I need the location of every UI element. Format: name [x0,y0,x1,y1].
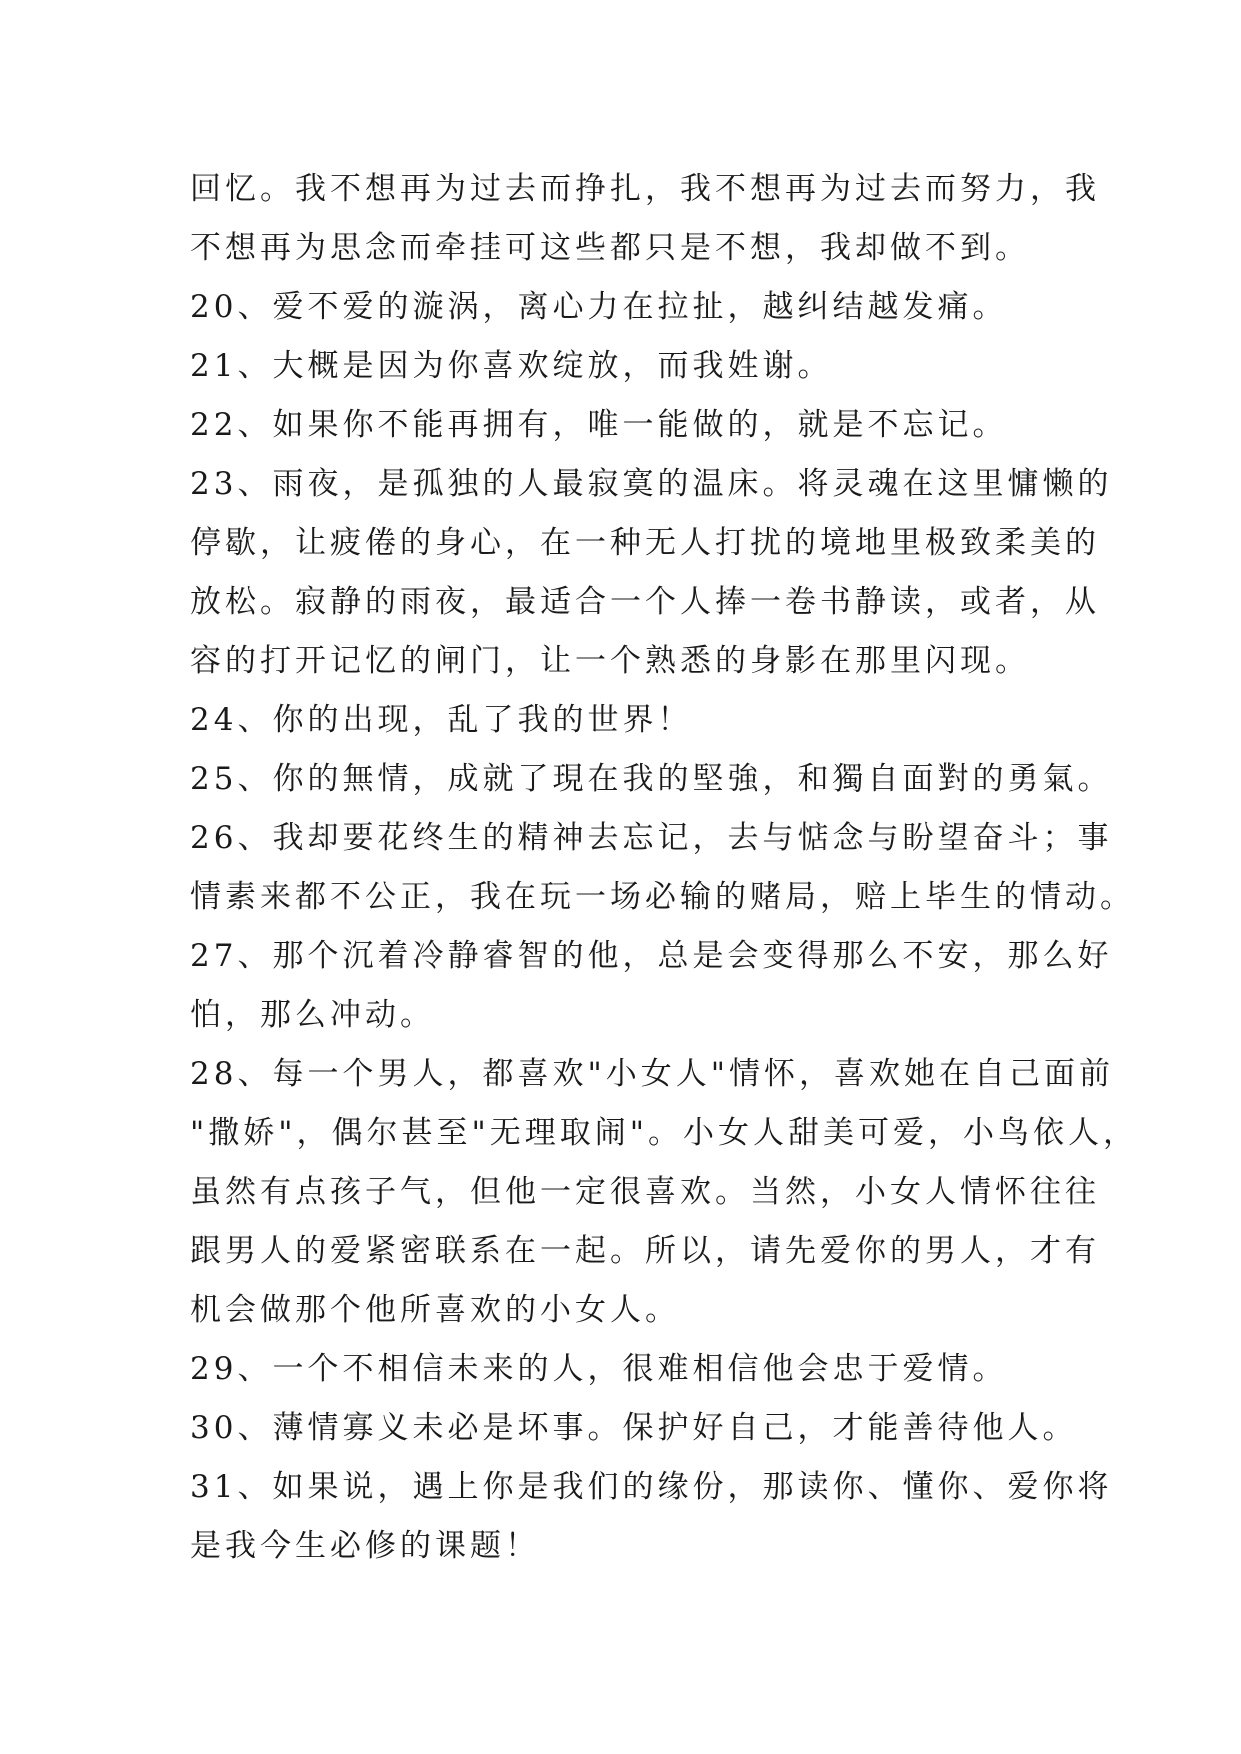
text-line: 30、薄情寡义未必是坏事。保护好自己，才能善待他人。 [190,1410,1078,1446]
text-line: 29、一个不相信未来的人，很难相信他会忠于爱情。 [190,1351,1008,1387]
text-line: 23、雨夜，是孤独的人最寂寞的温床。将灵魂在这里慵懒的 [190,466,1113,502]
text-line: 回忆。我不想再为过去而挣扎，我不想再为过去而努力，我 [190,171,1100,207]
text-line: 不想再为思念而牵挂可这些都只是不想，我却做不到。 [190,230,1030,266]
text-line: 机会做那个他所喜欢的小女人。 [190,1292,680,1328]
text-line: 情素来都不公正，我在玩一场必输的赌局，赔上毕生的情动。 [190,879,1135,915]
text-line: 跟男人的爱紧密联系在一起。所以，请先爱你的男人，才有 [190,1233,1100,1269]
text-line: "撒娇"，偶尔甚至"无理取闹"。小女人甜美可爱，小鸟依人， [190,1115,1139,1151]
text-line: 虽然有点孩子气，但他一定很喜欢。当然，小女人情怀往往 [190,1174,1100,1210]
text-line: 27、那个沉着冷静睿智的他，总是会变得那么不安，那么好 [190,938,1113,974]
text-line: 21、大概是因为你喜欢绽放，而我姓谢。 [190,348,833,384]
text-line: 容的打开记忆的闸门，让一个熟悉的身影在那里闪现。 [190,643,1030,679]
text-line: 24、你的出现，乱了我的世界！ [190,702,693,738]
text-line: 20、爱不爱的漩涡，离心力在拉扯，越纠结越发痛。 [190,289,1008,325]
text-line: 22、如果你不能再拥有，唯一能做的，就是不忘记。 [190,407,1008,443]
text-line: 25、你的無情，成就了現在我的堅強，和獨自面對的勇氣。 [190,761,1113,797]
text-line: 停歇，让疲倦的身心，在一种无人打扰的境地里极致柔美的 [190,525,1100,561]
text-line: 放松。寂静的雨夜，最适合一个人捧一卷书静读，或者，从 [190,584,1100,620]
text-line: 26、我却要花终生的精神去忘记，去与惦念与盼望奋斗；事 [190,820,1113,856]
document-body [190,160,1139,1576]
text-line: 是我今生必修的课题！ [190,1528,540,1564]
text-line: 怕，那么冲动。 [190,997,435,1033]
text-line: 31、如果说，遇上你是我们的缘份，那读你、懂你、爱你将 [190,1469,1113,1505]
text-line: 28、每一个男人，都喜欢"小女人"情怀，喜欢她在自己面前 [190,1056,1114,1092]
